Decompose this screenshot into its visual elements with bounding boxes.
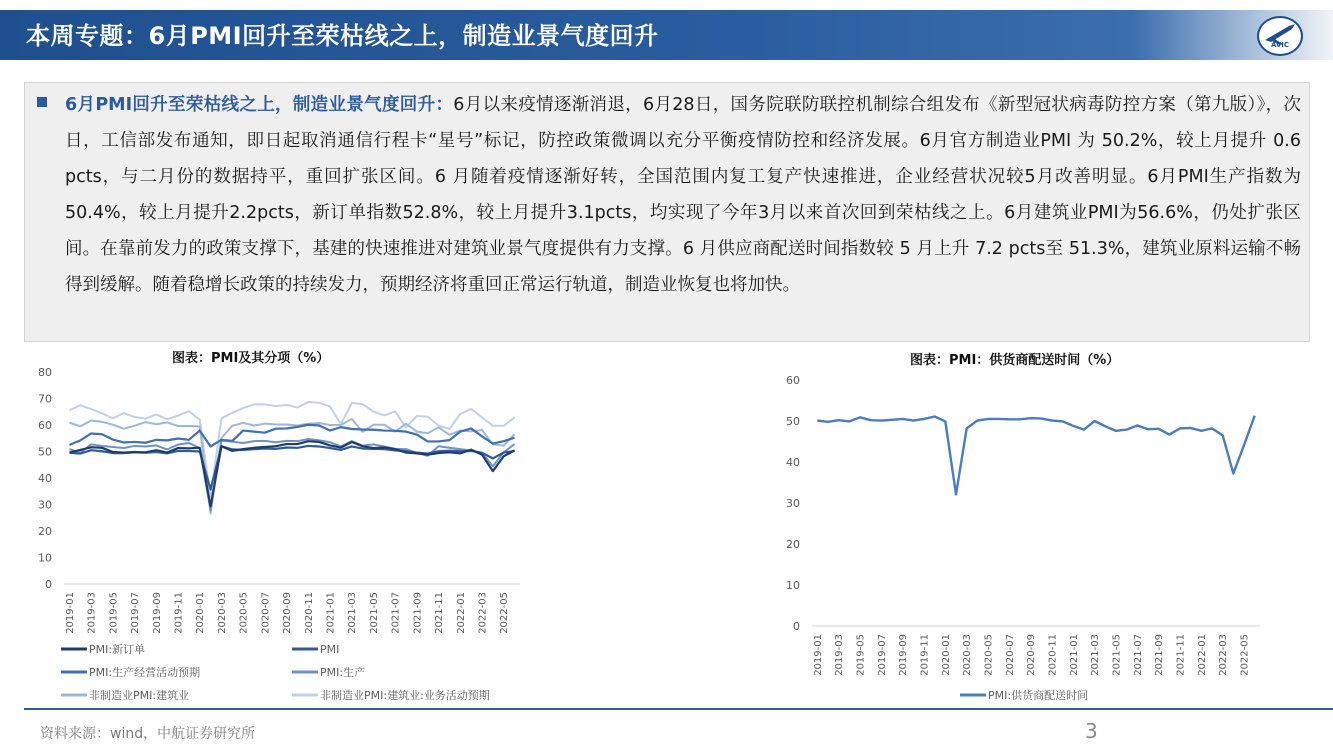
x-tick-label: 2019-05 — [108, 592, 120, 634]
x-tick-label: 2020-07 — [260, 592, 272, 634]
chart-1-title: 图表：PMI及其分项（%） — [172, 351, 330, 366]
y-tick-label: 70 — [38, 392, 52, 406]
x-tick-label: 2021-09 — [412, 592, 424, 634]
x-tick-label: 2020-03 — [216, 592, 228, 634]
x-tick-label: 2021-01 — [1068, 634, 1080, 676]
x-tick-label: 2020-11 — [303, 592, 315, 634]
x-tick-label: 2019-03 — [834, 634, 846, 676]
x-tick-label: 2019-11 — [173, 592, 185, 634]
x-tick-label: 2021-09 — [1154, 634, 1166, 676]
summary-text — [65, 87, 1301, 303]
legend-label: PMI:新订单 — [89, 643, 146, 656]
y-tick-label: 0 — [45, 578, 52, 591]
x-tick-label: 2022-05 — [1239, 634, 1251, 676]
y-tick-label: 40 — [786, 456, 800, 469]
summary-body: 6月以来疫情逐渐消退，6月28日，国务院联防联控机制综合组发布《新型冠状病毒防控方案（第九版）》，次日，工信部发布通知，即日起取消通信行程卡“星号”标记，防控政策微调以充分平衡疫情防控和经济发展。6月官方制造业PMI 为 50.2%，较上月提升 0.6 pcts，与二月份的数据持平，重回扩张区间。6 月随着疫情逐渐好转，全国范围内复工复产快速推进，企业经营状况较5月改善明显。6月PMI生产指数为50.4%，较上月提升2.2pcts，新订单指数52.8%，较上月提升3.1pcts，均实现了今年3月以来首次回到荣枯线之上。6月建筑业PMI为56.6%，仍处扩张区间。在靠前发力的政策支撑下，基建的快速推进对建筑业景气度提供有力支撑。6 月供应商配送时间指数较 5 月上升 7.2 pcts至 51.3%，建筑业原料运输不畅得到缓解。随着稳增长政策的持续发力，预期经济将重回正常运行轨道，制造业恢复也将加快。 — [65, 95, 1301, 295]
footer-divider — [24, 708, 1333, 710]
x-tick-label: 2021-03 — [347, 592, 359, 634]
series-line-5 — [69, 402, 514, 497]
x-tick-label: 2022-03 — [477, 592, 489, 634]
x-tick-label: 2020-01 — [195, 592, 207, 634]
y-tick-label: 30 — [38, 498, 52, 512]
logo-text: AVIC — [1270, 41, 1290, 49]
legend-label: PMI:供货商配送时间 — [988, 689, 1089, 702]
header-bar — [0, 10, 1333, 60]
x-tick-label: 2022-03 — [1218, 634, 1230, 676]
x-tick-label: 2021-11 — [434, 592, 446, 634]
x-tick-label: 2020-07 — [1004, 634, 1016, 676]
summary-box — [24, 82, 1310, 342]
legend-label: 非制造业PMI:建筑业 — [89, 689, 190, 702]
y-tick-label: 50 — [38, 445, 52, 459]
x-tick-label: 2021-05 — [368, 592, 380, 634]
x-tick-label: 2019-09 — [151, 592, 163, 634]
legend-label: PMI:生产 — [320, 666, 366, 679]
legend-label: 非制造业PMI:建筑业:业务活动预期 — [320, 689, 490, 702]
page-title: 本周专题：6月PMI回升至荣枯线之上，制造业景气度回升 — [26, 22, 659, 50]
page-number: 3 — [1085, 719, 1098, 743]
x-tick-label: 2021-05 — [1111, 634, 1123, 676]
x-tick-label: 2020-11 — [1047, 634, 1059, 676]
x-tick-label: 2019-09 — [898, 634, 910, 676]
x-tick-label: 2019-11 — [919, 634, 931, 676]
avic-logo — [1257, 16, 1303, 56]
x-tick-label: 2022-01 — [1196, 634, 1208, 676]
y-tick-label: 10 — [38, 551, 52, 565]
legend-label: PMI — [320, 643, 340, 656]
x-tick-label: 2020-09 — [1026, 634, 1038, 676]
y-tick-label: 40 — [38, 472, 52, 485]
x-tick-label: 2020-03 — [962, 634, 974, 676]
series-line-0 — [817, 416, 1254, 495]
x-tick-label: 2019-07 — [876, 634, 888, 676]
x-tick-label: 2021-07 — [390, 592, 402, 634]
x-tick-label: 2022-05 — [499, 592, 511, 634]
y-tick-label: 10 — [786, 579, 800, 592]
x-tick-label: 2021-07 — [1132, 634, 1144, 676]
y-tick-label: 60 — [38, 419, 52, 432]
y-tick-label: 0 — [793, 620, 800, 633]
x-tick-label: 2020-05 — [238, 592, 250, 634]
x-tick-label: 2019-01 — [64, 592, 76, 634]
x-tick-label: 2019-01 — [812, 634, 824, 676]
y-tick-label: 20 — [786, 538, 800, 551]
x-tick-label: 2019-07 — [130, 592, 142, 634]
y-tick-label: 50 — [786, 415, 800, 428]
pmi-components-chart — [24, 362, 544, 707]
series-line-4 — [69, 419, 514, 514]
supplier-delivery-chart — [770, 366, 1290, 706]
x-tick-label: 2019-05 — [855, 634, 867, 676]
x-tick-label: 2021-11 — [1175, 634, 1187, 676]
x-tick-label: 2020-01 — [940, 634, 952, 676]
x-tick-label: 2022-01 — [455, 592, 467, 634]
x-tick-label: 2019-03 — [86, 592, 98, 634]
bullet-icon — [37, 97, 47, 107]
summary-lead: 6月PMI回升至荣枯线之上，制造业景气度回升： — [65, 95, 454, 115]
x-tick-label: 2020-05 — [983, 634, 995, 676]
x-tick-label: 2021-03 — [1090, 634, 1102, 676]
y-tick-label: 60 — [786, 374, 800, 387]
footer-source: 资料来源：wind，中航证券研究所 — [40, 726, 256, 742]
y-tick-label: 80 — [38, 366, 52, 379]
x-tick-label: 2020-09 — [282, 592, 294, 634]
y-tick-label: 20 — [38, 525, 52, 538]
legend-label: PMI:生产经营活动预期 — [89, 666, 201, 679]
chart-2-title: 图表：PMI：供货商配送时间（%） — [910, 353, 1120, 368]
y-tick-label: 30 — [786, 497, 800, 510]
x-tick-label: 2021-01 — [325, 592, 337, 634]
